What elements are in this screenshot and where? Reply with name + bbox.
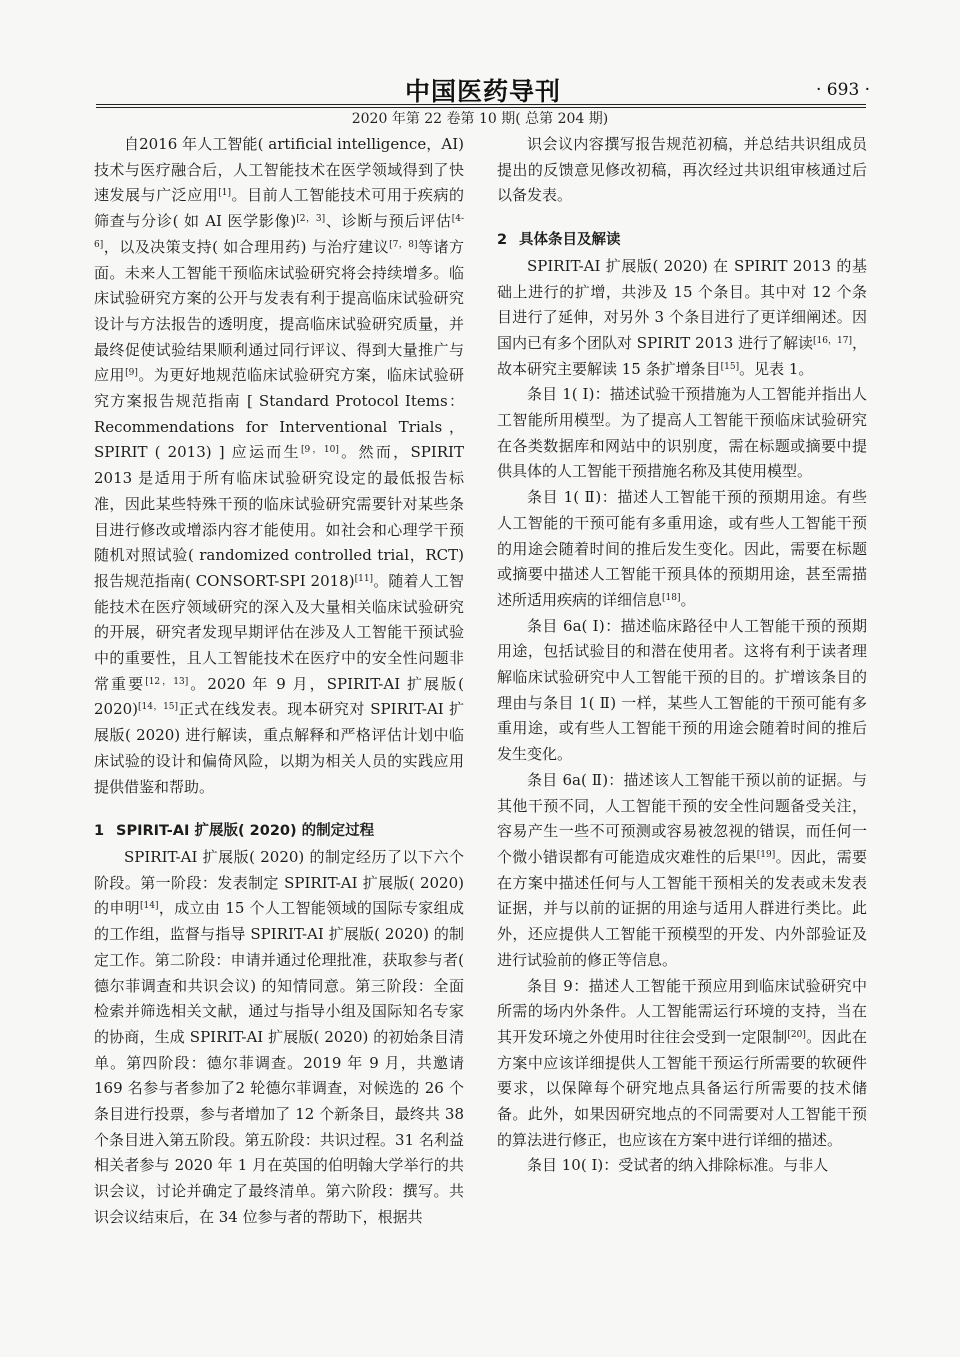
item-10-i: 条目 10( Ⅰ)：受试者的纳入排除标准。与非人 (527, 1156, 829, 1175)
right-column (497, 132, 867, 1179)
citation: [7，8] (389, 239, 418, 250)
left-column (94, 132, 464, 1231)
citation: [4-6] (94, 214, 464, 250)
journal-title: 中国医药导刊 (405, 77, 562, 106)
continuation-paragraph: 识会议内容撰写报告规范初稿，并总结共识组成员提出的反馈意见修改初稿，再次经过共识组审核通过后以备发表。 (497, 135, 867, 205)
citation: [9] (125, 368, 138, 379)
citation: [9，10] (300, 445, 339, 456)
citation: [12，13] (145, 676, 189, 687)
citation: [15] (720, 361, 740, 372)
section-number: 1 (94, 823, 105, 840)
header-rule-top (96, 104, 866, 105)
section-title: SPIRIT-AI 扩展版( 2020) 的制定过程 (116, 823, 375, 840)
item-1-ii: 条目 1( Ⅱ)：描述人工智能干预的预期用途。有些人工智能的干预可能有多重用途，或有些人工智能干预的用途会随着时间的推后发生变化。因此，需要在标题或摘要中描述人工智能干预具体的预期用途，甚至需描述所适用疾病的详细信息[18]。 (497, 488, 867, 609)
citation: [14，15] (138, 702, 179, 713)
citation: [16，17] (813, 335, 852, 346)
section-1-heading (94, 819, 464, 845)
section-2-heading (497, 228, 867, 254)
item-6a-i: 条目 6a( Ⅰ)：描述临床路径中人工智能干预的预期用途，包括试验目的和潜在使用者。这将有利于读者理解临床试验研究中人工智能干预的目的。扩增该条目的理由与条目 1( Ⅱ) 一样，某些人工智能的干预可能有多重用途，或有些人工智能干预的用途会随着时间的推后发生变化。 (497, 616, 867, 764)
issue-line: 2020 年第 22 卷第 10 期( 总第 204 期) (351, 111, 609, 127)
page-number: · 693 · (816, 80, 871, 100)
citation: [18] (662, 592, 681, 603)
section-number: 2 (497, 232, 508, 249)
citation: [11] (354, 573, 374, 584)
citation: [19] (756, 849, 776, 860)
item-6a-ii: 条目 6a( Ⅱ)：描述该人工智能干预以前的证据。与其他干预不同，人工智能干预的安全性问题备受关注，容易产生一些不可预测或容易被忽视的错误，而任何一个微小错误都有可能造成灾难性的后果[19]。因此，需要在方案中描述任何与人工智能干预相关的发表或未发表证据，并与以前的证据的用途与适用人群进行类比。此外，还应提供人工智能干预模型的开发、内外部验证及进行试验前的修正等信息。 (497, 770, 867, 969)
citation: [20] (787, 1029, 806, 1040)
item-9: 条目 9：描述人工智能干预应用到临床试验研究中所需的场内外条件。人工智能需运行环境的支持，当在其开发环境之外使用时往往会受到一定限制[20]。因此在方案中应该详细提供人工智能干预运行所需要的软硬件要求，以保障每个研究地点具备运行所需要的技术储备。此外，如果因研究地点的不同需要对人工智能干预的算法进行修正，也应该在方案中进行详细的描述。 (497, 976, 867, 1149)
intro-paragraph: 自2016 年人工智能( artificial intelligence，AI) 技术与医疗融合后，人工智能技术在医学领域得到了快速发展与广泛应用[1]。目前人工智能技术可用于疾病的筛查与分诊( 如 AI 医学影像)[2，3]、诊断与预后评估[4-6]，以及决策支持( 如合理用药) 与治疗建议[7，8]等诸方面。未来人工智能干预临床试验研究将会持续增多。临床试验研究方案的公开与发表有利于提高临床试验研究设计与方法报告的透明度，提高临床试验研究质量，并最终促使试验结果顺利通过同行评议、得到大量推广与应用[9]。为更好地规范临床试验研究方案，临床试验研究方案报告规范指南 [ Standard Protocol Items：Recommendations for Interventional Trials，SPIRIT ( 2013) ] 应运而生[9，10]。然而，SPIRIT 2013 是适用于所有临床试验研究设定的最低报告标准，因此某些特殊干预的临床试验研究需要针对某些条目进行修改或增添内容才能使用。如社会和心理学干预随机对照试验( randomized controlled trial，RCT) 报告规范指南( CONSORT-SPI 2018)[11]。随着人工智能技术在医疗领域研究的深入及大量相关临床试验研究的开展，研究者发现早期评估在涉及人工智能干预试验中的重要性，且人工智能技术在医疗中的安全性问题非常重要[12，13]。2020 年 9 月，SPIRIT-AI 扩展版( 2020)[14，15]正式在线发表。现本研究对 SPIRIT-AI 扩展版( 2020) 进行解读，重点解释和严格评估计划中临床试验的设计和偏倚风险，以期为相关人员的实践应用提供借鉴和帮助。 (94, 135, 464, 796)
page-header (0, 0, 960, 128)
citation: [14] (140, 901, 159, 912)
section-2-intro: SPIRIT-AI 扩展版( 2020) 在 SPIRIT 2013 的基础上进行的扩增，共涉及 15 个条目。其中对 12 个条目进行了延伸，对另外 3 个条目进行了更详细阐述。因国内已有多个团队对 SPIRIT 2013 进行了解读[16，17]，故本研究主要解读 15 条扩增条目[15]。见表 1。 (497, 256, 867, 378)
section-title: 具体条目及解读 (519, 232, 621, 249)
item-1-i: 条目 1( Ⅰ)：描述试验干预措施为人工智能并指出人工智能所用模型。为了提高人工智能干预临床试验研究在各类数据库和网站中的识别度，需在标题或摘要中提供具体的人工智能干预措施名称及其使用模型。 (497, 385, 867, 481)
section-1-paragraph: SPIRIT-AI 扩展版( 2020) 的制定经历了以下六个阶段。第一阶段：发表制定 SPIRIT-AI 扩展版( 2020) 的申明[14]，成立由 15 个人工智能领域的国际专家组成的工作组，监督与指导 SPIRIT-AI 扩展版( 2020) 的制定工作。第二阶段：申请并通过伦理批准，获取参与者( 德尔菲调查和共识会议) 的知情同意。第三阶段：全面检索并筛选相关文献，通过与指导小组及国际知名专家的协商，生成 SPIRIT-AI 扩展版( 2020) 的初始条目清单。第四阶段：德尔菲调查。2019 年 9 月，共邀请169 名参与者参加了2 轮德尔菲调查，对候选的 26 个条目进行投票，参与者增加了 12 个新条目，最终共 38 个条目进入第五阶段。第五阶段：共识过程。31 名利益相关者参与 2020 年 1 月在英国的伯明翰大学举行的共识会议，讨论并确定了最终清单。第六阶段：撰写。共识会议结束后，在 34 位参与者的帮助下，根据共 (94, 847, 464, 1226)
citation: [2，3] (296, 214, 326, 225)
citation: [1] (218, 188, 232, 199)
